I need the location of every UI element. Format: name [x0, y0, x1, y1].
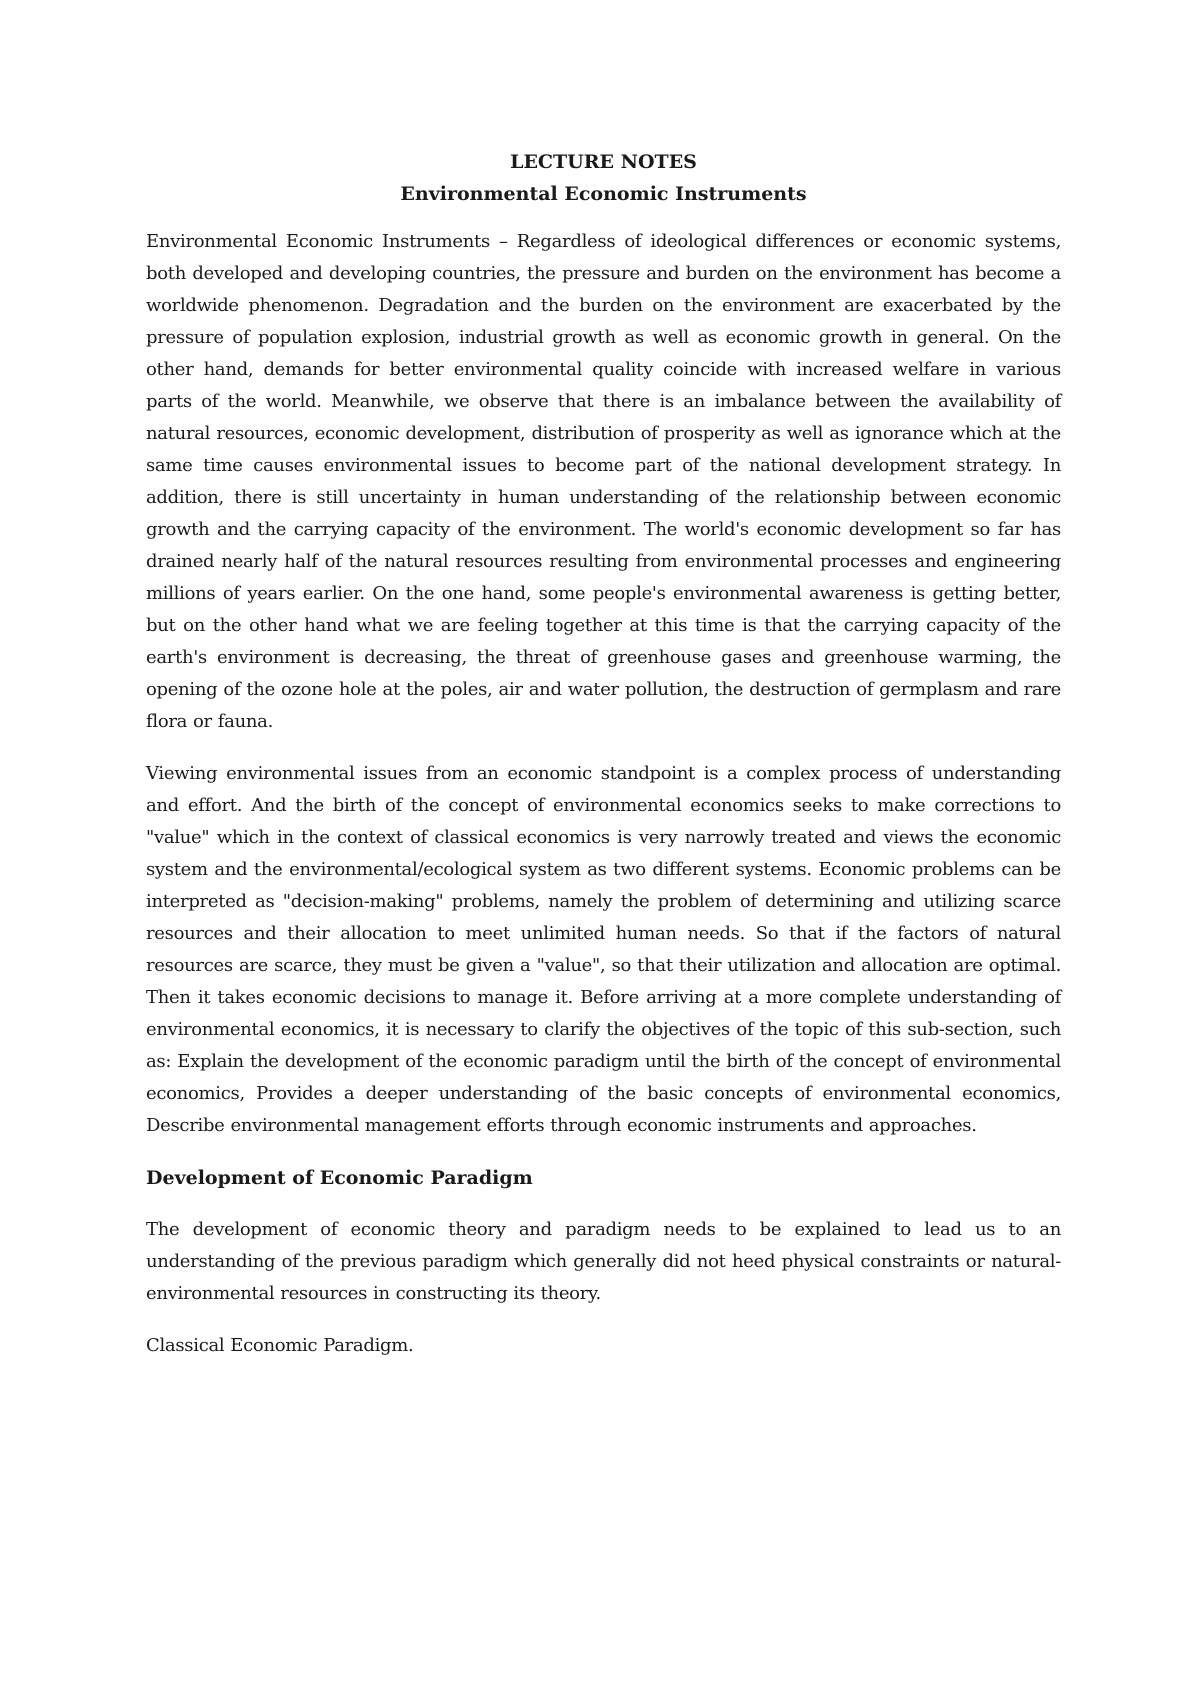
document-subtitle: Environmental Economic Instruments	[400, 183, 807, 205]
section-heading: Development of Economic Paradigm	[146, 1167, 533, 1189]
paragraph-economic-standpoint: Viewing environmental issues from an economic standpoint is a complex process of understanding and effort. And the birth of the concept of environmental economics seeks to make corrections to "value" which in the context of classical economics is very narrowly treated and views the economic system and the environmental/ecological system as two different systems. Economic problems can be interpreted as "decision-making" problems, namely the problem of determining and utilizing scarce resources and their allocation to meet unlimited human needs. So that if the factors of natural resources are scarce, they must be given a "value", so that their utilization and allocation are optimal. Then it takes economic decisions to manage it. Before arriving at a more complete understanding of environmental economics, it is necessary to clarify the objectives of the topic of this sub-section, such as: Explain the development of the economic paradigm until the birth of the concept of environmental economics, Provides a deeper understanding of the basic concepts of environmental economics, Describe environmental management efforts through economic instruments and approaches.	[146, 763, 1061, 1136]
document-title: LECTURE NOTES	[510, 151, 697, 173]
document-page	[146, 146, 1061, 1382]
paragraph-paradigm-development: The development of economic theory and paradigm needs to be explained to lead us to an understanding of the previous paradigm which generally did not heed physical constraints or natural-environmental resources in constructing its theory.	[146, 1219, 1061, 1304]
paragraph-intro: Environmental Economic Instruments – Regardless of ideological differences or economic systems, both developed and developing countries, the pressure and burden on the environment has become a worldwide phenomenon. Degradation and the burden on the environment are exacerbated by the pressure of population explosion, industrial growth as well as economic growth in general. On the other hand, demands for better environmental quality coincide with increased welfare in various parts of the world. Meanwhile, we observe that there is an imbalance between the availability of natural resources, economic development, distribution of prosperity as well as ignorance which at the same time causes environmental issues to become part of the national development strategy. In addition, there is still uncertainty in human understanding of the relationship between economic growth and the carrying capacity of the environment. The world's economic development so far has drained nearly half of the natural resources resulting from environmental processes and engineering millions of years earlier. On the one hand, some people's environmental awareness is getting better, but on the other hand what we are feeling together at this time is that the carrying capacity of the earth's environment is decreasing, the threat of greenhouse gases and greenhouse warming, the opening of the ozone hole at the poles, air and water pollution, the destruction of germplasm and rare flora or fauna.	[146, 231, 1061, 732]
paragraph-classical-paradigm: Classical Economic Paradigm.	[146, 1335, 414, 1356]
